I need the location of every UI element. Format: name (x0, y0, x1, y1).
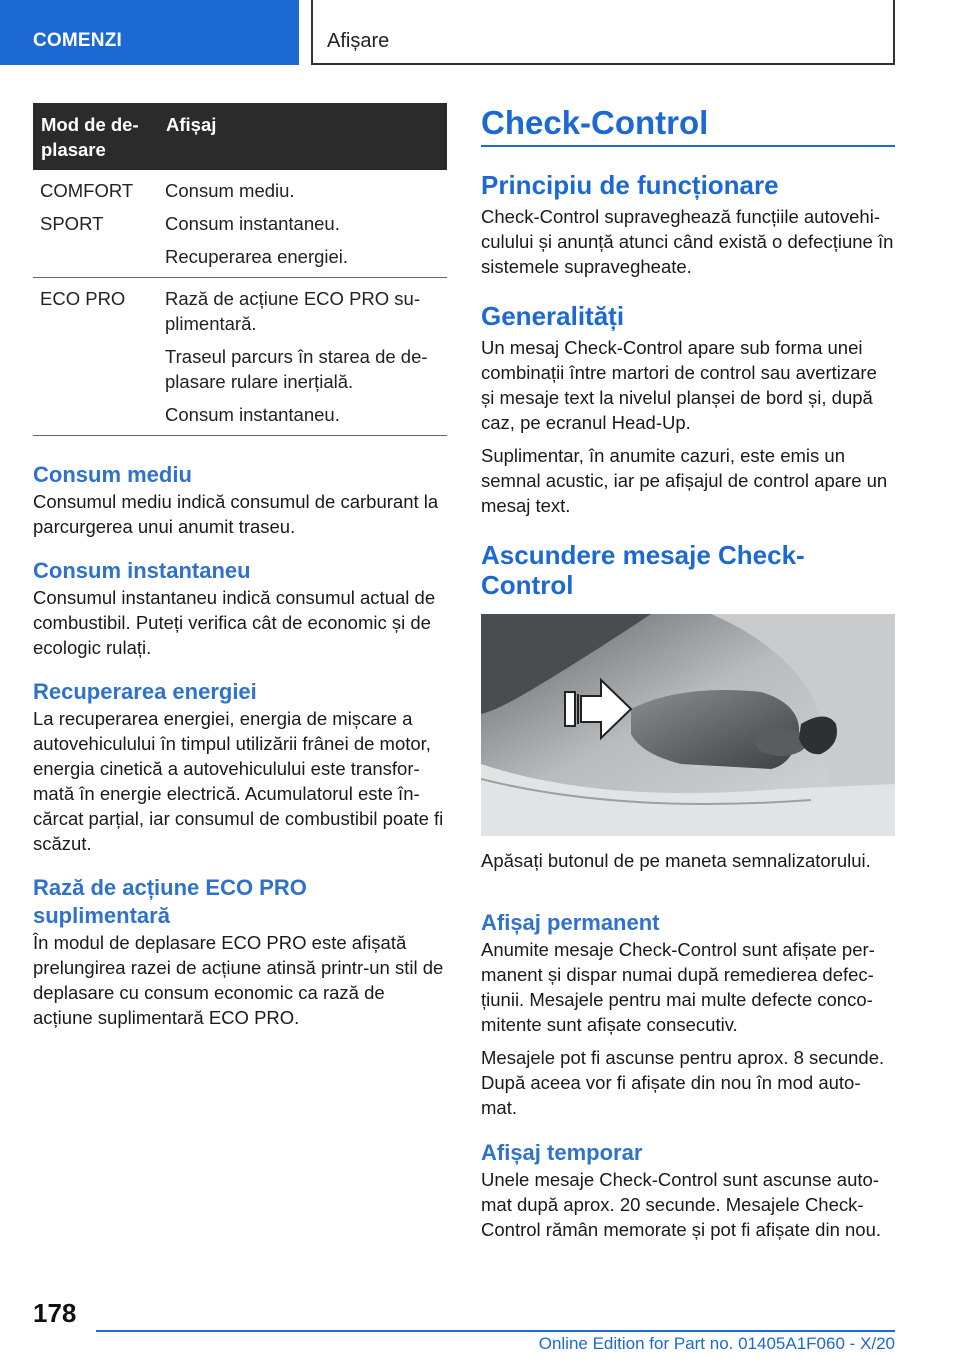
chapter-title: Afișare (327, 30, 390, 52)
section-heading: Afișaj permanent (481, 910, 660, 935)
chapter-header (311, 0, 895, 65)
section-text: Suplimentar, în anumite cazuri, este emis un semnal acustic, iar pe afișajul de control apare un mesaj text. (481, 445, 888, 516)
section-heading: Recuperarea energiei (33, 679, 257, 704)
page-title: Check-Control (481, 103, 895, 147)
table-cell-display (158, 170, 447, 278)
section-title: COMENZI (33, 30, 123, 51)
table-row (33, 278, 447, 436)
section-text: La recuperarea energiei, energia de mișcare a autovehiculului în timpul utilizării frânei de motor, energia cinetică a autovehiculului este transfor-mată în energie electrică. Acumulatorul este în-cărcat parțial, iar consumul de combustibil poate fi scăzut. (33, 708, 444, 854)
table-cell-modes (33, 278, 158, 436)
section-text: Consumul instantaneu indică consumul actual de combustibil. Puteți verifica cât de economic și de ecologic rulați. (33, 587, 436, 658)
left-column (33, 103, 447, 1030)
display-item: Traseul parcurs în starea de de-plasare rulare inerțială. (165, 346, 428, 392)
table-cell-modes (33, 170, 158, 278)
driving-mode-table (33, 103, 447, 436)
section-heading: Consum instantaneu (33, 558, 251, 583)
section-text: Unele mesaje Check-Control sunt ascunse auto-mat după aprox. 20 secunde. Mesajele Check-Control rămân memorate și pot fi afișate din nou. (481, 1169, 881, 1240)
section-text: În modul de deplasare ECO PRO este afișată prelungirea razei de acțiune atinsă printr-un stil de deplasare cu consum economic ca rază de acțiune suplimentară ECO PRO. (33, 932, 444, 1028)
page-number: 178 (33, 1298, 77, 1328)
mode-label: COMFORT (40, 180, 134, 201)
table-header-display: Afișaj (158, 103, 447, 170)
table-header-row (33, 103, 447, 170)
display-item: Consum mediu. (165, 180, 295, 201)
display-item: Rază de acțiune ECO PRO su-plimentară. (165, 288, 420, 334)
section-text: Anumite mesaje Check-Control sunt afișate per-manent și dispar numai după remedierea defec-țiunii. Mesajele pentru mai multe defecte conco-mitente sunt afișate consecutiv. (481, 939, 875, 1035)
display-item: Recuperarea energiei. (165, 246, 349, 267)
display-item: Consum instantaneu. (165, 213, 340, 234)
section-tab (0, 0, 299, 65)
table-header-mode: Mod de de-plasare (33, 103, 158, 170)
turn-signal-stalk-photo (481, 614, 895, 836)
section-text: Un mesaj Check-Control apare sub forma unei combinații între martori de control sau avertizare și mesaje text la nivelul planșei de bord și, după caz, pe ecranul Head-Up. (481, 337, 877, 433)
section-heading: Consum mediu (33, 462, 192, 487)
footer-divider (96, 1330, 895, 1332)
mode-label: SPORT (40, 213, 104, 234)
section-text: Check-Control supraveghează funcțiile autovehi-culului și anunță atunci când există o defecțiune în sistemele supravegheate. (481, 206, 894, 277)
mode-label: ECO PRO (40, 288, 126, 309)
section-heading: Ascundere mesaje Check-Control (481, 540, 805, 600)
section-heading: Rază de acțiune ECO PRO suplimentară (33, 875, 307, 928)
table-cell-display (158, 278, 447, 436)
table-row (33, 170, 447, 278)
section-heading: Principiu de funcționare (481, 170, 779, 200)
section-heading: Generalități (481, 301, 625, 331)
section-text: Consumul mediu indică consumul de carburant la parcurgerea unui anumit traseu. (33, 491, 439, 537)
photo-caption: Apăsați butonul de pe maneta semnalizatorului. (481, 850, 871, 871)
display-item: Consum instantaneu. (165, 404, 340, 425)
section-heading: Afișaj temporar (481, 1140, 643, 1165)
section-text: Mesajele pot fi ascunse pentru aprox. 8 secunde. După aceea vor fi afișate din nou în mod auto-mat. (481, 1047, 885, 1118)
stalk-illustration (481, 614, 895, 836)
right-column (481, 103, 895, 1242)
footer-edition: Online Edition for Part no. 01405A1F060 - X/20 (538, 1334, 895, 1353)
